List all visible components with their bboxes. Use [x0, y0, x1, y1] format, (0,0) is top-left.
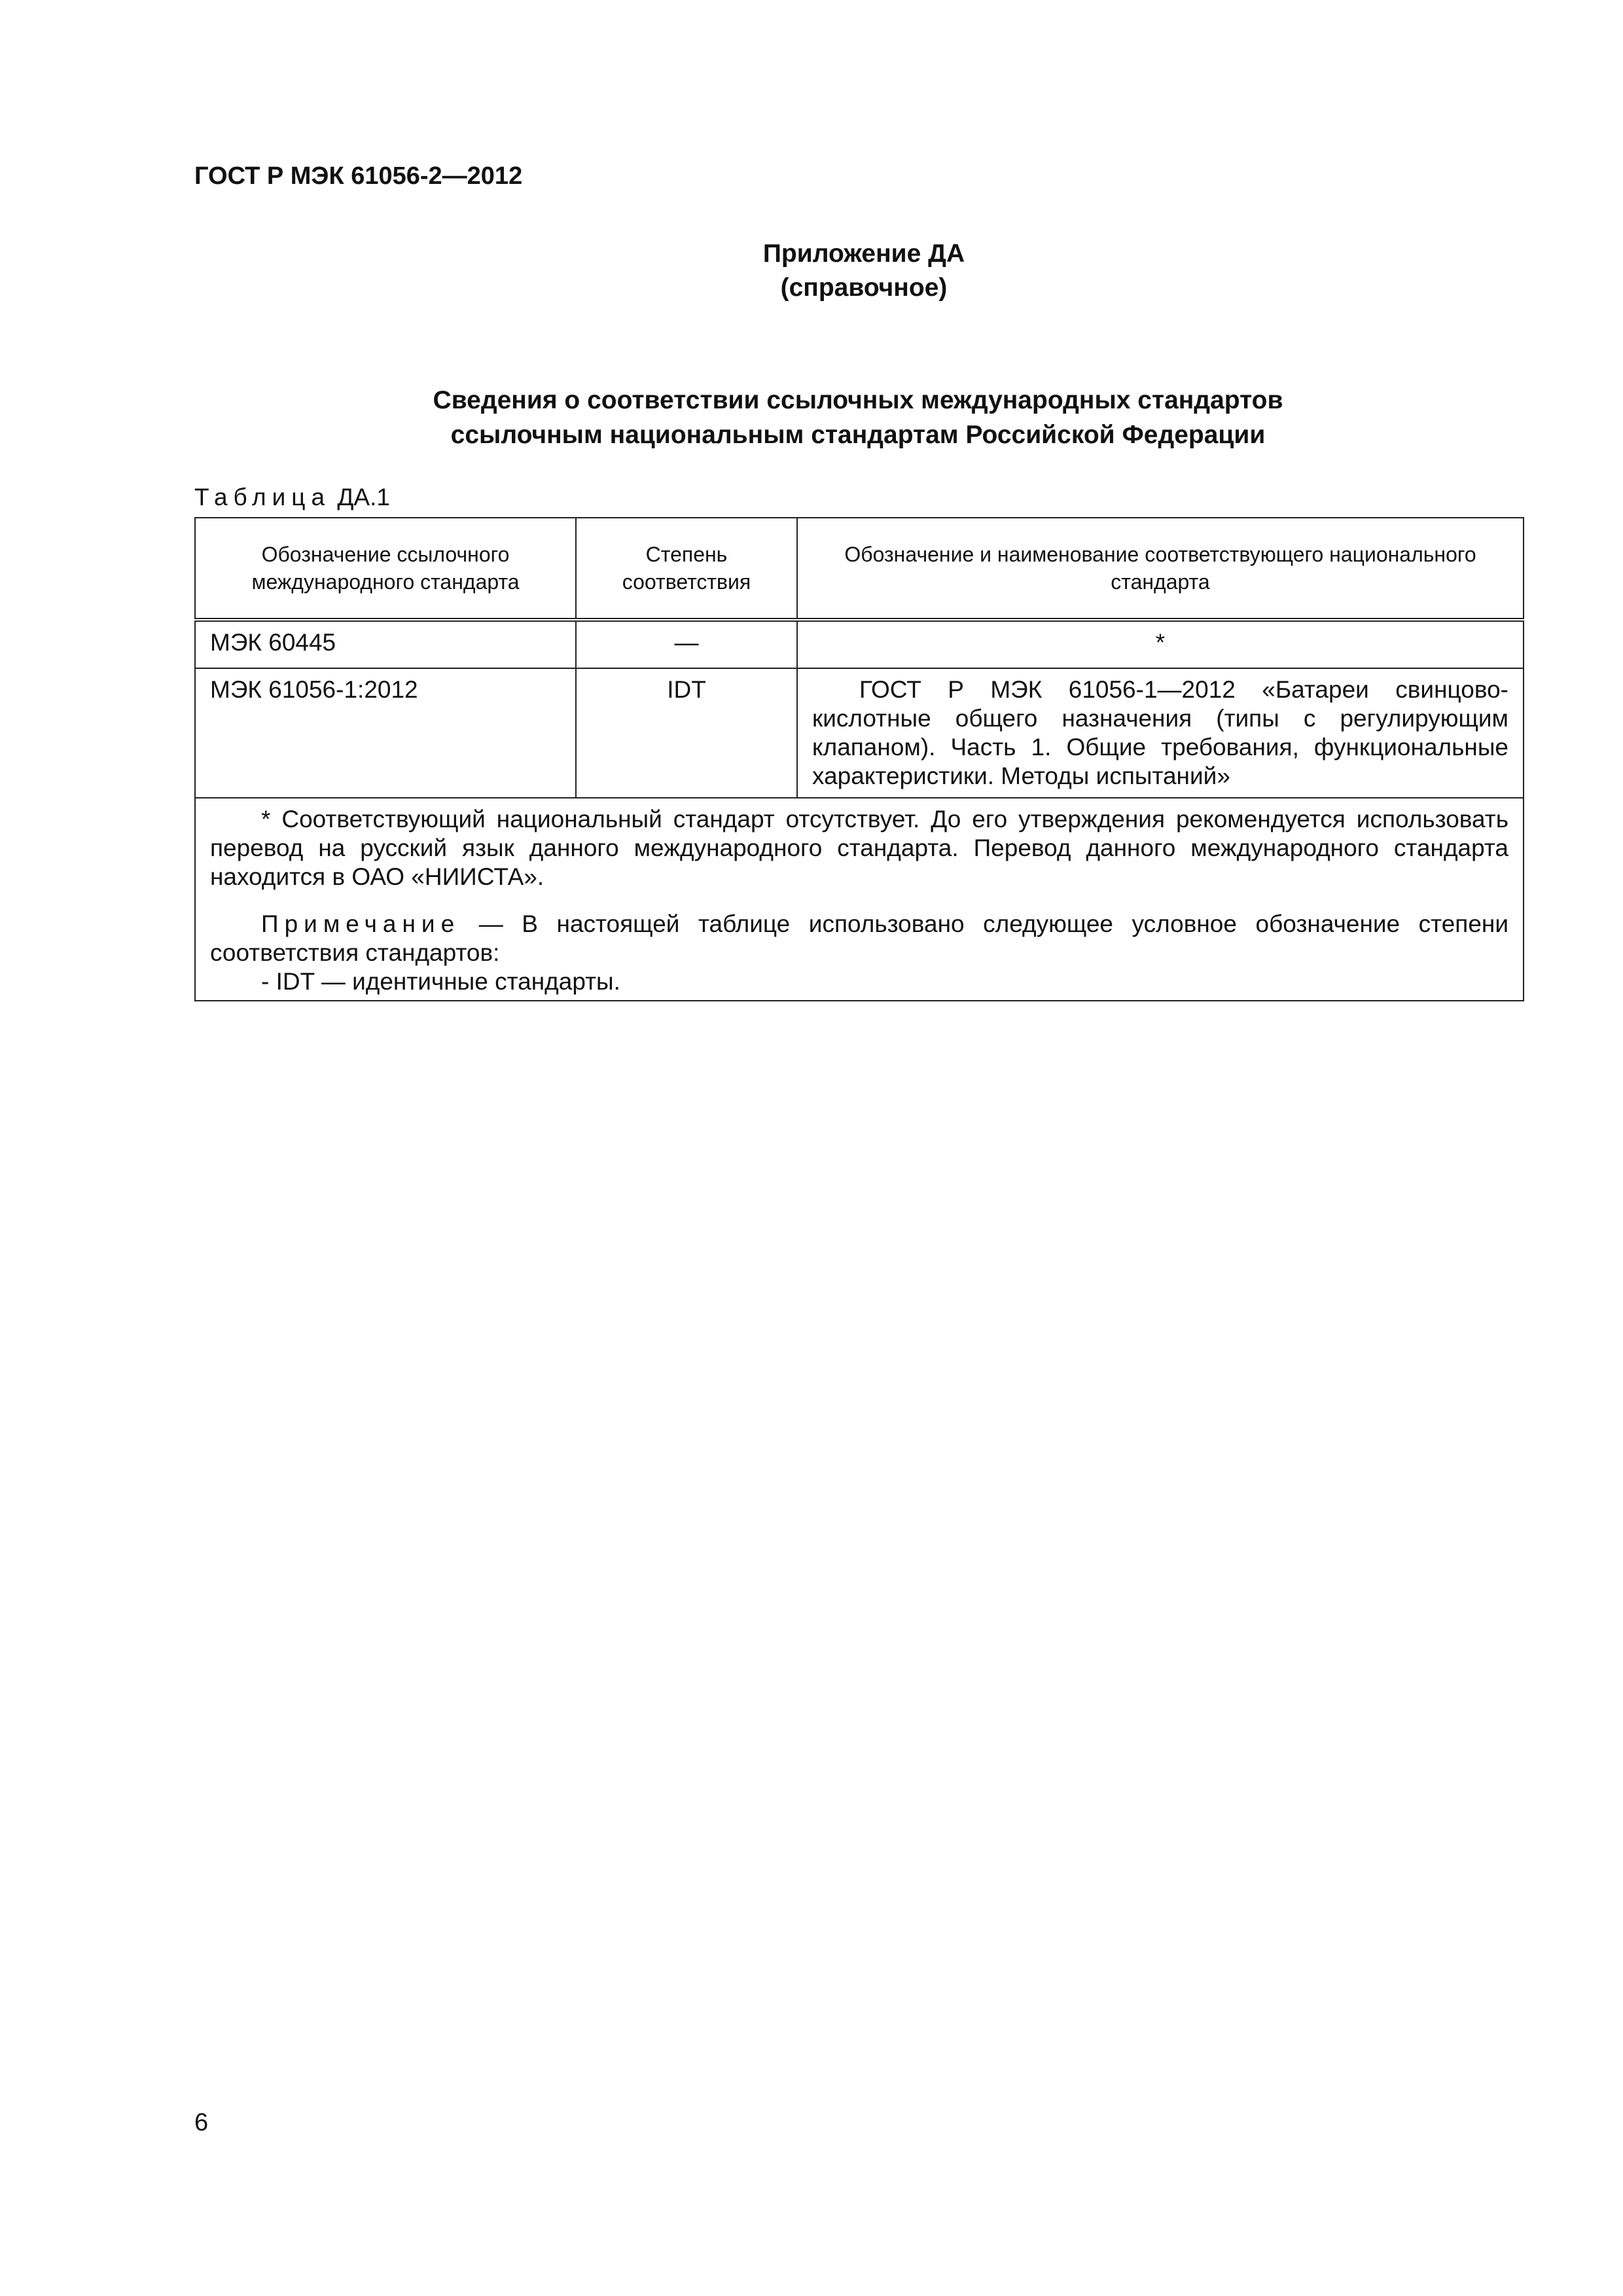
table-row	[195, 668, 1524, 798]
appendix-title-block	[681, 237, 1047, 305]
note-paragraph	[210, 910, 1508, 967]
column-header-degree: Степень соответствия	[576, 518, 797, 620]
section-heading-line-2: ссылочным национальным стандартам Российской Федерации	[450, 421, 1266, 449]
table-footnote-cell	[195, 798, 1524, 1001]
note-text: — В настоящей таблице использовано следующее условное обозначение степени соответствия стандартов:	[210, 910, 1509, 966]
table-caption	[194, 482, 390, 512]
section-heading-line-1: Сведения о соответствии ссылочных международных стандартов	[433, 386, 1283, 414]
page-number: 6	[194, 2109, 209, 2136]
table-footnote-row	[195, 798, 1524, 1001]
cell-intl-standard: МЭК 61056-1:2012	[195, 668, 576, 798]
note-label: Примечание	[261, 910, 461, 937]
appendix-title: Приложение ДА	[762, 240, 965, 268]
column-header-national-standard: Обозначение и наименование соответствующего национального стандарта	[797, 518, 1524, 620]
cell-degree: —	[576, 620, 797, 668]
table-caption-word: Таблица	[194, 484, 331, 511]
table-header-row	[195, 518, 1524, 620]
cell-intl-standard: МЭК 60445	[195, 620, 576, 668]
note-list-item: - IDT — идентичные стандарты.	[261, 968, 620, 995]
document-code: ГОСТ Р МЭК 61056-2—2012	[194, 162, 523, 190]
cell-national-standard: *	[797, 620, 1524, 668]
cell-degree: IDT	[576, 668, 797, 798]
cell-national-standard: ГОСТ Р МЭК 61056-1—2012 «Батареи свинцово-кислотные общего назначения (типы с регулирующим клапаном). Часть 1. Общие требования, функциональные характеристики. Методы испытаний»	[797, 668, 1524, 798]
standards-table	[194, 517, 1524, 1001]
table-row	[195, 620, 1524, 668]
footnote-text: * Соответствующий национальный стандарт отсутствует. До его утверждения рекомендуется использовать перевод на русский язык данного международного стандарта. Перевод данного международного стандарта находится в ОАО «НИИСТА».	[210, 806, 1508, 890]
section-heading	[194, 383, 1522, 452]
table-caption-number: ДА.1	[337, 484, 390, 511]
column-header-intl-standard: Обозначение ссылочного международного стандарта	[195, 518, 576, 620]
appendix-status: (справочное)	[780, 274, 948, 302]
